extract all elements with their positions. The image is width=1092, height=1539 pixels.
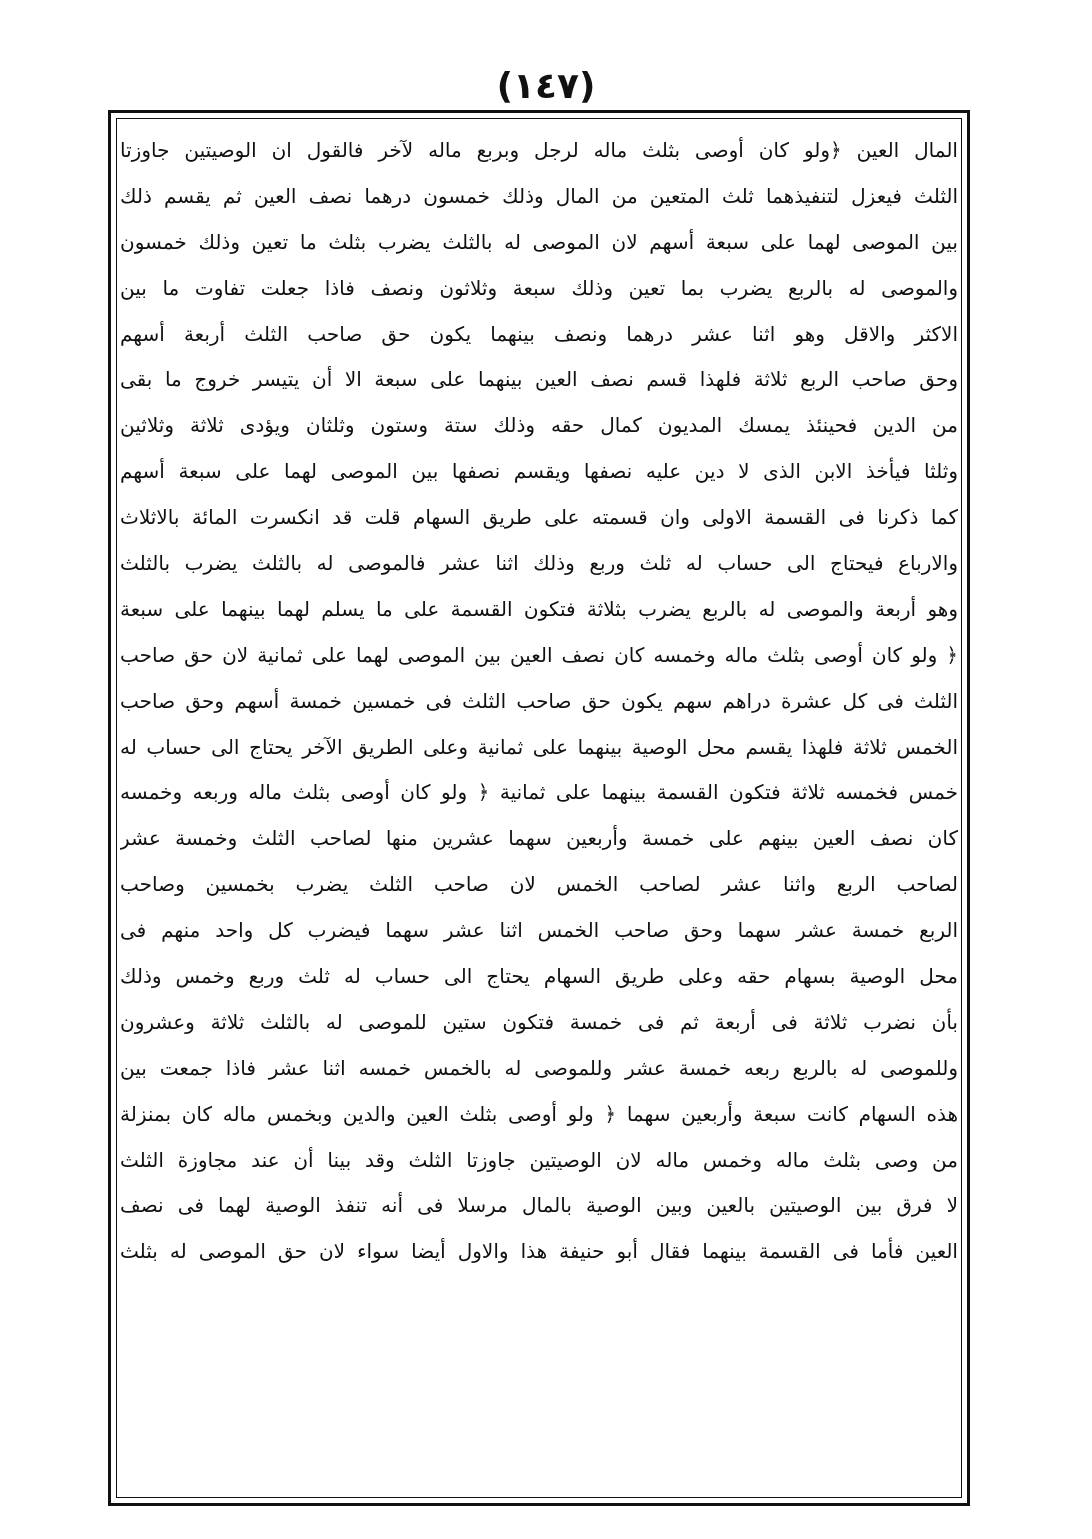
text-line: خمس فخمسه ثلاثة فتكون القسمة بينهما على ثمانية ﴿ ولو كان أوصى بثلث ماله وربعه وخمسه bbox=[120, 780, 958, 805]
text-line: الاكثر والاقل وهو اثنا عشر درهما ونصف بينهما يكون حق صاحب الثلث أربعة أسهم bbox=[120, 321, 958, 346]
text-line: لصاحب الربع واثنا عشر لصاحب الخمس لان صاحب الثلث يضرب بخمسين وصاحب bbox=[120, 872, 958, 897]
text-line: بين الموصى لهما على سبعة أسهم لان الموصى له بالثلث يضرب بثلث ما تعين وذلك خمسون bbox=[120, 229, 958, 254]
text-line: من وصى بثلث ماله وخمس ماله لان الوصيتين جاوزتا الثلث وقد بينا أن عند مجاوزة الثلث bbox=[120, 1147, 958, 1172]
text-line: ﴿ ولو كان أوصى بثلث ماله وخمسه كان نصف العين بين الموصى لهما على ثمانية لان حق صاحب bbox=[120, 642, 958, 667]
text-line: الثلث فى كل عشرة دراهم سهم يكون حق صاحب الثلث فى خمسين خمسة أسهم وحق صاحب bbox=[120, 688, 958, 713]
text-line: لا فرق بين الوصيتين بالعين وبين الوصية بالمال مرسلا فى أنه تنفذ الوصية لهما فى نصف bbox=[120, 1193, 958, 1218]
text-line: وحق صاحب الربع ثلاثة فلهذا قسم نصف العين بينهما على سبعة الا أن يتيسر خروج ما بقى bbox=[120, 367, 958, 392]
text-line: وللموصى له بالربع ربعه خمسة عشر وللموصى له بالخمس خمسه اثنا عشر فاذا جمعت بين bbox=[120, 1055, 958, 1080]
text-line: وثلثا فيأخذ الابن الذى لا دين عليه نصفها ويقسم نصفها بين الموصى لهما على سبعة أسهم bbox=[120, 459, 958, 484]
page-number: (١٤٧) bbox=[496, 66, 596, 107]
text-line: الخمس ثلاثة فلهذا يقسم محل الوصية بينهما على ثمانية وعلى الطريق الآخر يحتاج الى حساب له bbox=[120, 734, 958, 759]
text-line: المال العين ﴿ولو كان أوصى بثلث ماله لرجل وبربع ماله لآخر فالقول ان الوصيتين جاوزتا bbox=[120, 138, 958, 162]
text-line: كان نصف العين بينهم على خمسة وأربعين سهما عشرين منها لصاحب الثلث وخمسة عشر bbox=[120, 826, 958, 851]
text-line: والموصى له بالربع يضرب بما تعين وذلك سبعة وثلاثون ونصف فاذا جعلت تفاوت ما بين bbox=[120, 275, 958, 300]
text-line: الثلث فيعزل لتنفيذهما ثلث المتعين من المال وذلك خمسون درهما نصف العين ثم يقسم ذلك bbox=[120, 183, 958, 208]
text-line: وهو أربعة والموصى له بالربع يضرب بثلاثة فتكون القسمة على ما يسلم لهما بينهما على سبعة bbox=[120, 596, 958, 621]
text-line: الربع خمسة عشر سهما وحق صاحب الخمس اثنا عشر سهما فيضرب كل واحد منهم فى bbox=[120, 918, 958, 943]
page-body-text bbox=[120, 128, 958, 1275]
text-line: كما ذكرنا فى القسمة الاولى وان قسمته على طريق السهام قلت قد انكسرت المائة بالاثلاث bbox=[120, 505, 958, 530]
text-line: العين فأما فى القسمة بينهما فقال أبو حنيفة هذا والاول أيضا سواء لان حق الموصى له بثلث bbox=[120, 1239, 958, 1264]
text-line: بأن نضرب ثلاثة فى أربعة ثم فى خمسة فتكون ستين للموصى له بالثلث ثلاثة وعشرون bbox=[120, 1009, 958, 1034]
text-line: والارباع فيحتاج الى حساب له ثلث وربع وذلك اثنا عشر فالموصى له بالثلث يضرب بالثلث bbox=[120, 551, 958, 576]
text-line: من الدين فحينئذ يمسك المديون كمال حقه وذلك ستة وستون وثلثان ويؤدى ثلاثة وثلاثين bbox=[120, 413, 958, 438]
text-line: هذه السهام كانت سبعة وأربعين سهما ﴿ ولو أوصى بثلث العين والدين وبخمس ماله كان بمنزلة bbox=[120, 1101, 958, 1126]
text-line: محل الوصية بسهام حقه وعلى طريق السهام يحتاج الى حساب له ثلث وربع وخمس وذلك bbox=[120, 964, 958, 989]
